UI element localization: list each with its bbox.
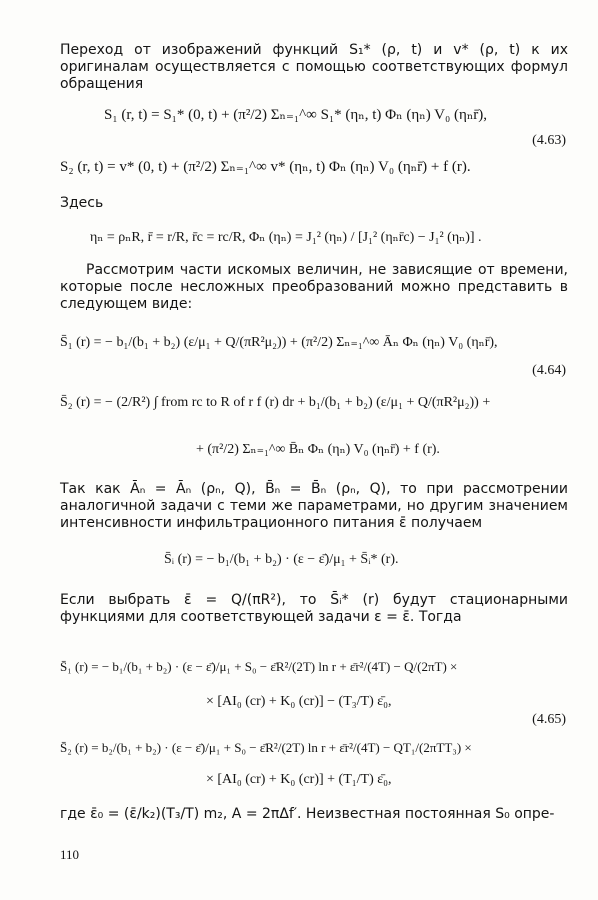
paragraph-3: Так как Āₙ = Āₙ (ρₙ, Q), B̄ₙ = B̄ₙ (ρₙ, Q), то при рассмотрении аналогичной задачи с теми же параметрами, но другим значением интенсивности инфильтрационного питания ε̄ получаем [60, 481, 568, 531]
equation-4-64-line-2: S̄₂ (r) = − (2/R²) ∫ from rc to R of r f (r) dr + b₁/(b₁ + b₂) (ε/μ₁ + Q/(πR²μ₂)) + [60, 395, 491, 410]
page-number: 110 [60, 847, 80, 862]
equation-label-4-64: (4.64) [532, 363, 566, 378]
paragraph-4: Если выбрать ε̄ = Q/(πR²), то S̄ᵢ* (r) будут стационарными функциями для соответствующей задачи ε = ε̄. Тогда [60, 592, 568, 625]
paragraph-1 [60, 42, 568, 93]
equation-4-65-line-4: × [AI₀ (cr) + K₀ (cr)] + (T₁/T) ε̄₀, [206, 772, 392, 787]
equation-s-i: S̄ᵢ (r) = − b₁/(b₁ + b₂) · (ε − ε̄)/μ₁ + S̄ᵢ* (r). [164, 552, 399, 567]
here-word: Здесь [60, 195, 104, 211]
paragraph-5: где ε̄₀ = (ε̄/k₂)(T₃/T) m₂, A = 2πΔf′. Неизвестная постоянная S₀ опре- [60, 806, 555, 822]
definitions-equation: ηₙ = ρₙR, r̄ = r/R, r̄c = rc/R, Φₙ (ηₙ) = J₁² (ηₙ) / [J₁² (ηₙr̄c) − J₁² (ηₙ)] . [90, 230, 482, 245]
equation-4-64-line-1: S̄₁ (r) = − b₁/(b₁ + b₂) (ε/μ₁ + Q/(πR²μ₂)) + (π²/2) Σₙ₌₁^∞ Āₙ Φₙ (ηₙ) V₀ (ηₙr̄), [60, 335, 498, 350]
equation-4-65-line-1: S̄₁ (r) = − b₁/(b₁ + b₂) · (ε − ε̄)/μ₁ + S₀ − ε̄R²/(2T) ln r + ε̄r²/(4T) − Q/(2πT) × [60, 659, 458, 674]
equation-label-4-63: (4.63) [532, 133, 566, 148]
equation-label-4-65: (4.65) [532, 712, 566, 727]
equation-4-63-line-1: S₁ (r, t) = S₁* (0, t) + (π²/2) Σₙ₌₁^∞ S₁* (ηₙ, t) Φₙ (ηₙ) V₀ (ηₙr̄), [104, 107, 488, 123]
equation-4-63-line-2: S₂ (r, t) = v* (0, t) + (π²/2) Σₙ₌₁^∞ v* (ηₙ, t) Φₙ (ηₙ) V₀ (ηₙr̄) + f (r). [60, 159, 471, 175]
paragraph-2: Рассмотрим части искомых величин, не зависящие от времени, которые после несложных преобразований можно представить в следующем виде: [60, 262, 568, 312]
equation-4-65-line-2: × [AI₀ (cr) + K₀ (cr)] − (T₃/T) ε̄₀, [206, 694, 392, 709]
paragraph-1-text: Переход от изображений функций S₁* (ρ, t) и v* (ρ, t) к их оригиналам осуществляется с помощью соответствующих формул обращения [60, 42, 568, 92]
equation-4-65-line-3: S̄₂ (r) = b₂/(b₁ + b₂) · (ε − ε̄)/μ₁ + S₀ − ε̄R²/(2T) ln r + ε̄r²/(4T) − QT₁/(2πTT₃) × [60, 740, 472, 755]
equation-4-64-line-3: + (π²/2) Σₙ₌₁^∞ B̄ₙ Φₙ (ηₙ) V₀ (ηₙr̄) + f (r). [196, 442, 440, 457]
